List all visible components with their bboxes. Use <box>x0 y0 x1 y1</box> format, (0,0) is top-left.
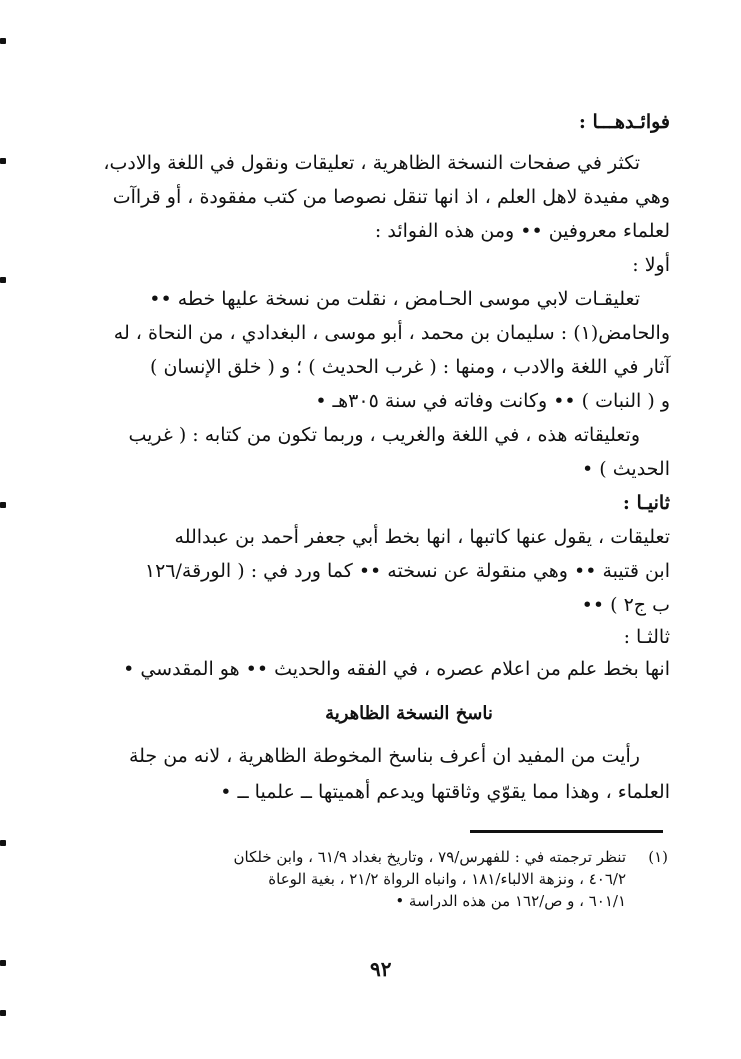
scan-edge-mark <box>0 502 6 508</box>
second-line: ابن قتيبة •• وهي منقولة عن نسخته •• كما ورد في : ( الورقة/١٢٦ <box>144 560 670 582</box>
scan-edge-mark <box>0 158 6 164</box>
copyist-heading: ناسخ النسخة الظاهرية <box>325 703 493 724</box>
scan-edge-mark <box>0 277 6 283</box>
main-text <box>103 110 670 686</box>
footnote-line: ٦٠١/١ ، و ص/١٦٢ من هذه الدراسة • <box>395 892 626 910</box>
first-label: أولا : <box>632 254 670 276</box>
footnote-body <box>140 846 626 912</box>
intro-line: لعلماء معروفين •• ومن هذه الفوائد : <box>374 220 670 242</box>
scan-edge-mark <box>0 960 6 966</box>
second-label: ثانيـا : <box>622 492 670 514</box>
page-number: ٩٢ <box>370 957 392 981</box>
second-line: ب ج٢ ) •• <box>581 594 670 616</box>
scan-edge-mark <box>0 38 6 44</box>
second-line: تعليقات ، يقول عنها كاتبها ، انها بخط أبي جعفر أحمد بن عبدالله <box>174 526 670 548</box>
first-line: تعليقـات لابي موسى الحـامض ، نقلت من نسخة عليها خطه •• <box>149 288 640 310</box>
third-line: انها بخط علم من اعلام عصره ، في الفقه والحديث •• هو المقدسي • <box>123 658 670 680</box>
first-line: الحديث ) • <box>582 458 670 480</box>
first-line: آثار في اللغة والادب ، ومنها : ( غرب الحديث ) ؛ و ( خلق الإنسان ) <box>150 356 670 378</box>
footnote-separator <box>470 830 663 833</box>
footnote-line: تنظر ترجمته في : للفهرس/٧٩ ، وتاريخ بغداد ٦١/٩ ، وابن خلكان <box>233 848 626 866</box>
scan-edge-mark <box>0 840 6 846</box>
intro-line: تكثر في صفحات النسخة الظاهرية ، تعليقات ونقول في اللغة والادب، <box>103 152 640 174</box>
footnote-line: ٤٠٦/٢ ، ونزهة الالباء/١٨١ ، وانباه الرواة ٢١/٢ ، بغية الوعاة <box>268 870 626 888</box>
copyist-line: رأيت من المفيد ان أعرف بناسخ المخوطة الظاهرية ، لانه من جلة <box>128 745 640 767</box>
first-line: والحامض(١) : سليمان بن محمد ، أبو موسى ، البغدادي ، من النحاة ، له <box>113 322 670 344</box>
first-line: وتعليقاته هذه ، في اللغة والغريب ، وربما تكون من كتابه : ( غريب <box>128 424 640 446</box>
first-line: و ( النبات ) •• وكانت وفاته في سنة ٣٠٥هـ • <box>315 390 670 412</box>
footnote-number: (١) <box>648 848 668 866</box>
footnote <box>140 846 670 918</box>
intro-line: وهي مفيدة لاهل العلم ، اذ انها تنقل نصوصا من كتب مفقودة ، أو قراآت <box>112 186 670 208</box>
scan-edge-mark <box>0 1010 6 1016</box>
benefits-heading: فوائـدهـــا : <box>578 111 670 133</box>
third-label: ثالثـا : <box>623 626 670 648</box>
copyist-text <box>128 738 670 810</box>
copyist-line: العلماء ، وهذا مما يقوّي وثاقتها ويدعم أهميتها ــ علميا ــ • <box>220 781 670 803</box>
